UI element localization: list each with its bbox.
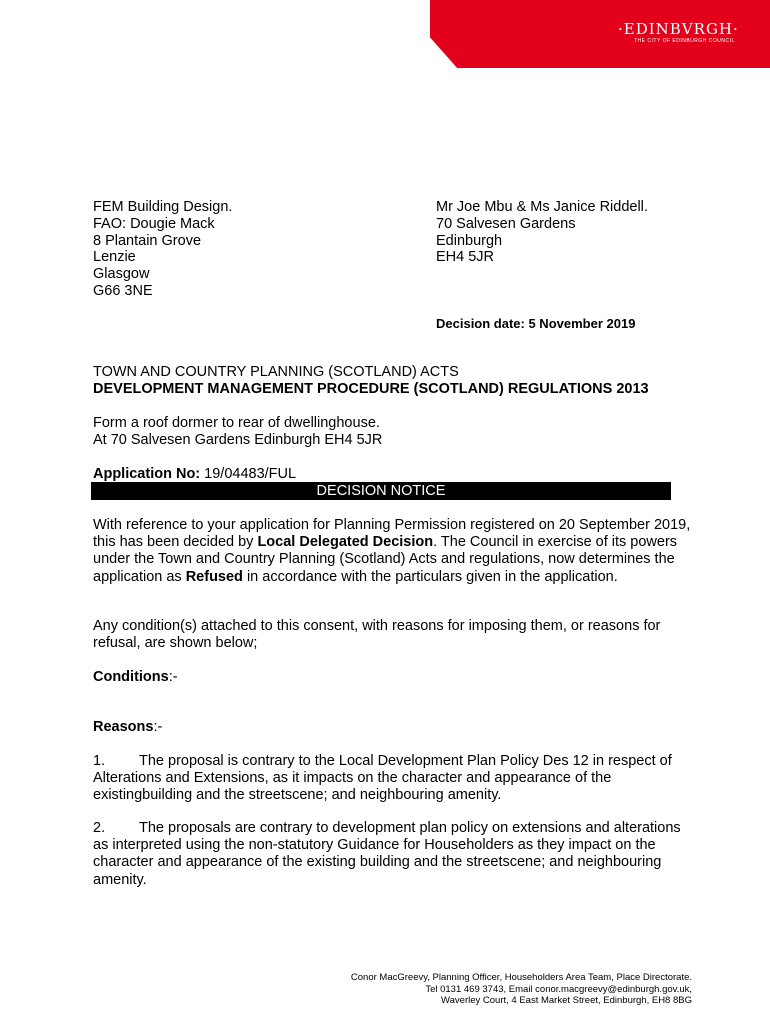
conditions-suffix: :- [168, 669, 178, 685]
proposal-line: Form a roof dormer to rear of dwellinghouse. [93, 415, 380, 431]
address-line: FEM Building Design. [93, 199, 233, 215]
address-line: EH4 5JR [436, 249, 495, 266]
applicant-address [93, 199, 232, 300]
council-logo-subtext: THE CITY OF EDINBURGH COUNCIL [634, 38, 735, 44]
decision-date: Decision date: 5 November 2019 [436, 316, 636, 331]
application-number-value: 19/04483/FUL [204, 466, 297, 482]
decision-type: Local Delegated Decision [257, 534, 434, 551]
conditions-heading [93, 669, 693, 686]
address-line: 70 Salvesen Gardens [436, 215, 576, 232]
address-line: 8 Plantain Grove [93, 232, 202, 249]
decision-notice-bar: DECISION NOTICE [91, 482, 671, 500]
proposal-description [93, 415, 382, 449]
proposal-address-line: At 70 Salvesen Gardens Edinburgh EH4 5JR [93, 431, 383, 448]
reasons-heading [93, 719, 693, 736]
address-line: Lenzie [93, 249, 136, 266]
address-line: Edinburgh [436, 232, 503, 249]
text-run: With reference to your application for Planning Permission registered on 20 September 2019, this has been decided by [93, 517, 691, 551]
address-line: Glasgow [93, 266, 150, 283]
edinburgh-logo: ·EDINBVRGH· [618, 20, 739, 38]
address-line: FAO: Dougie Mack [93, 215, 215, 232]
officer-contact-footer [351, 972, 692, 1007]
decision-outcome: Refused [185, 568, 243, 585]
reason-number: 2. [93, 820, 106, 836]
regulations-line: DEVELOPMENT MANAGEMENT PROCEDURE (SCOTLAND) REGULATIONS 2013 [93, 380, 649, 397]
reasons-suffix: :- [153, 719, 163, 735]
text-run: . The Council in exercise of its powers under the Town and Country Planning (Scotland) Acts and regulations, now determines the application as [93, 534, 678, 585]
address-line: Mr Joe Mbu & Ms Janice Riddell. [436, 199, 648, 215]
acts-heading [93, 364, 649, 398]
reason-text: The proposal is contrary to the Local Development Plan Policy Des 12 in respect of Alterations and Extensions, as it impacts on the character and appearance of the existingbuilding and the streetscene; and neighbouring amenity. [93, 753, 672, 804]
footer-line: Conor MacGreevy, Planning Officer, Householders Area Team, Place Directorate. [350, 972, 692, 983]
decision-paragraph [93, 517, 693, 586]
reasons-label: Reasons [93, 719, 154, 735]
reason-item [93, 820, 693, 889]
application-number [93, 466, 296, 482]
application-label: Application No: [93, 466, 201, 482]
reason-number: 1. [93, 753, 106, 769]
conditions-intro-paragraph: Any condition(s) attached to this consent, with reasons for imposing them, or reasons for refusal, are shown below; [93, 618, 661, 652]
acts-line: TOWN AND COUNTRY PLANNING (SCOTLAND) ACTS [93, 364, 459, 380]
text-run: in accordance with the particulars given in the application. [242, 568, 618, 585]
reason-text: The proposals are contrary to development plan policy on extensions and alterations as interpreted using the non-statutory Guidance for Householders as they impact on the character and appearance of the existing building and the streetscene; and neighbouring amenity. [93, 820, 681, 888]
reason-item [93, 753, 693, 805]
address-line: G66 3NE [93, 282, 153, 299]
recipient-address [436, 199, 648, 266]
footer-line: Waverley Court, 4 East Market Street, Edinburgh, EH8 8BG [441, 995, 692, 1006]
footer-line: Tel 0131 469 3743, Email conor.macgreevy@edinburgh.gov.uk, [425, 983, 692, 995]
conditions-label: Conditions [93, 669, 169, 685]
